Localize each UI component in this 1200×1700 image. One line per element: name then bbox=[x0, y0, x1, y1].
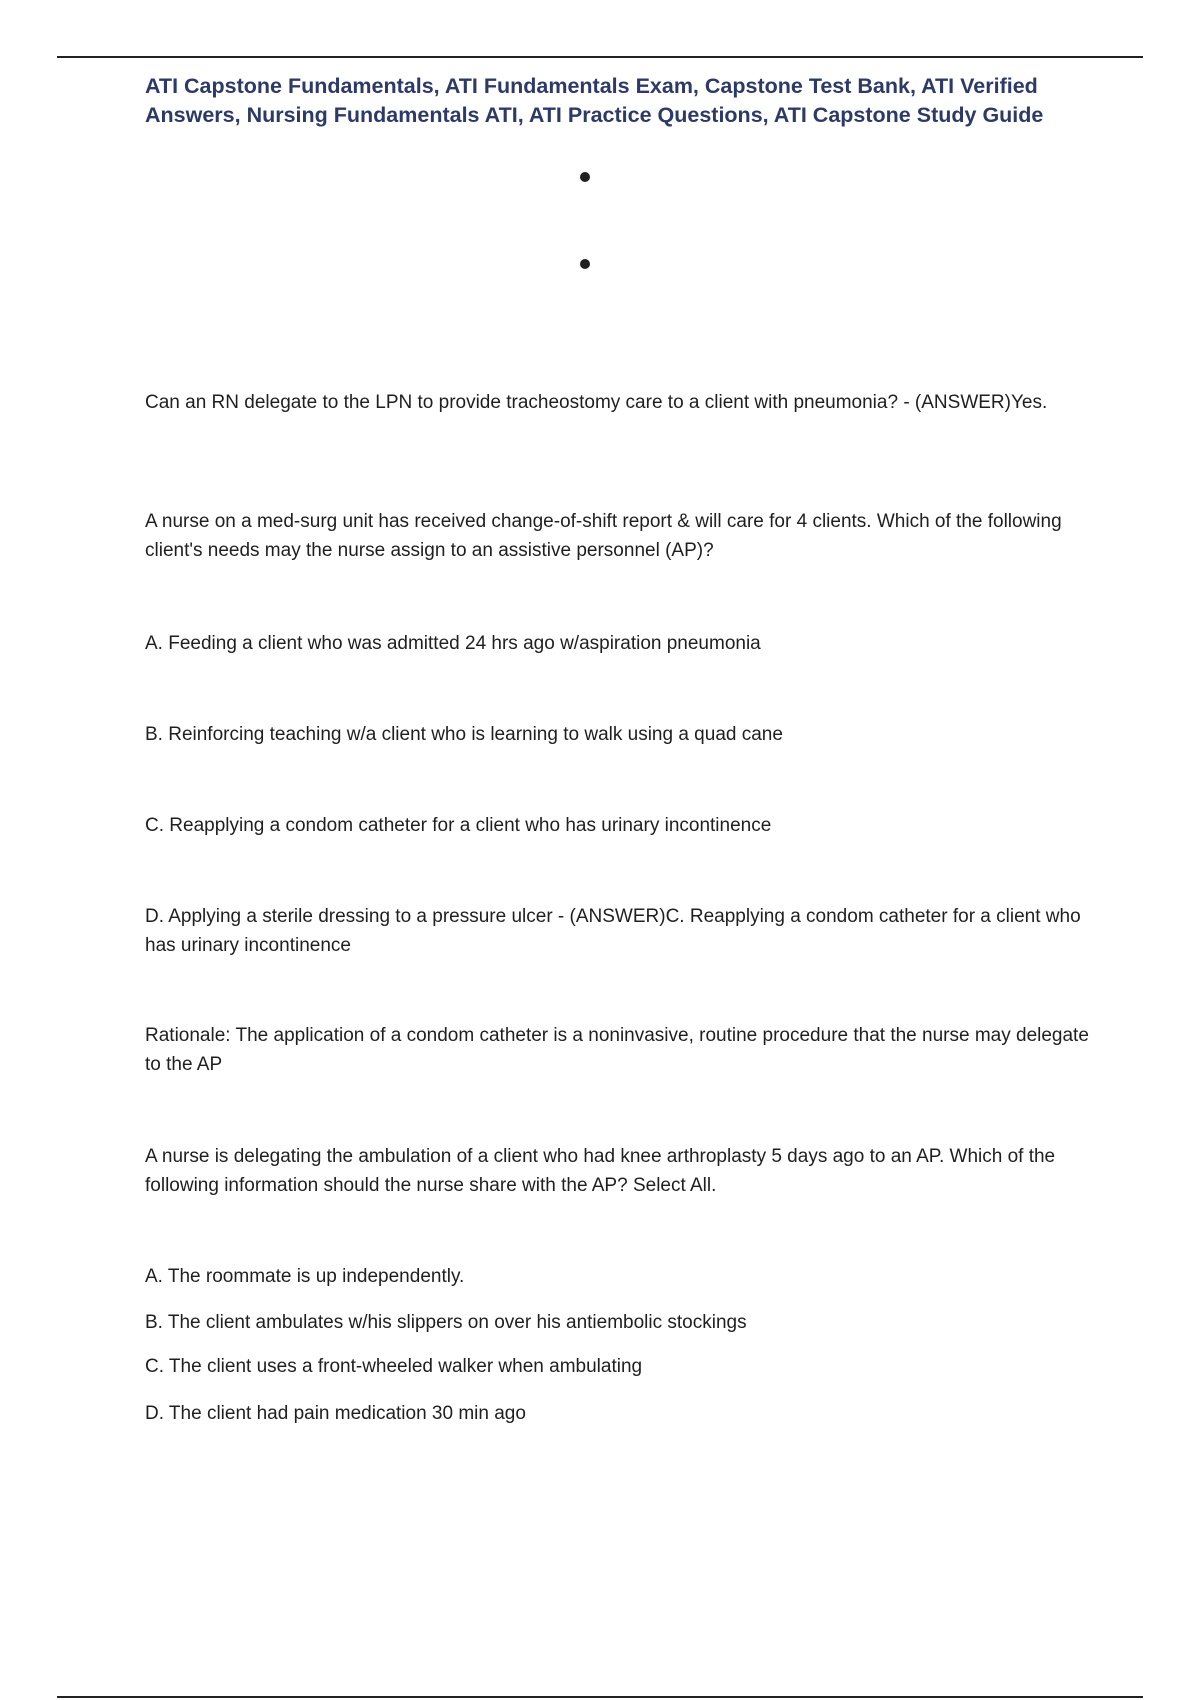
bullet-point bbox=[580, 259, 590, 269]
question-1: Can an RN delegate to the LPN to provide tracheostomy care to a client with pneumonia? - (ANSWER)Yes. bbox=[145, 392, 1048, 413]
question-3: A nurse is delegating the ambulation of a client who had knee arthroplasty 5 days ago to an AP. Which of the following information should the nurse share with the AP? Select All. bbox=[145, 1146, 1056, 1196]
option-d: D. The client had pain medication 30 min ago bbox=[145, 1403, 526, 1424]
top-rule bbox=[57, 56, 1143, 58]
option-b: B. The client ambulates w/his slippers on over his antiembolic stockings bbox=[145, 1312, 747, 1333]
bottom-rule bbox=[57, 1696, 1143, 1698]
option-c: C. Reapplying a condom catheter for a client who has urinary incontinence bbox=[145, 815, 772, 836]
option-a: A. The roommate is up independently. bbox=[145, 1266, 465, 1287]
option-a: A. Feeding a client who was admitted 24 hrs ago w/aspiration pneumonia bbox=[145, 633, 761, 654]
option-b: B. Reinforcing teaching w/a client who is learning to walk using a quad cane bbox=[145, 724, 783, 745]
rationale: Rationale: The application of a condom catheter is a noninvasive, routine procedure that the nurse may delegate to the AP bbox=[145, 1025, 1089, 1075]
document-title: ATI Capstone Fundamentals, ATI Fundamentals Exam, Capstone Test Bank, ATI Verified Answers, Nursing Fundamentals ATI, ATI Practice Questions, ATI Capstone Study Guide bbox=[145, 74, 1044, 127]
option-d-with-answer: D. Applying a sterile dressing to a pressure ulcer - (ANSWER)C. Reapplying a condom catheter for a client who has urinary incontinence bbox=[145, 906, 1081, 956]
bullet-point bbox=[580, 172, 590, 182]
option-c: C. The client uses a front-wheeled walker when ambulating bbox=[145, 1356, 643, 1377]
question-2: A nurse on a med-surg unit has received change-of-shift report & will care for 4 clients. Which of the following client's needs may the nurse assign to an assistive personnel (AP)? bbox=[145, 511, 1062, 561]
